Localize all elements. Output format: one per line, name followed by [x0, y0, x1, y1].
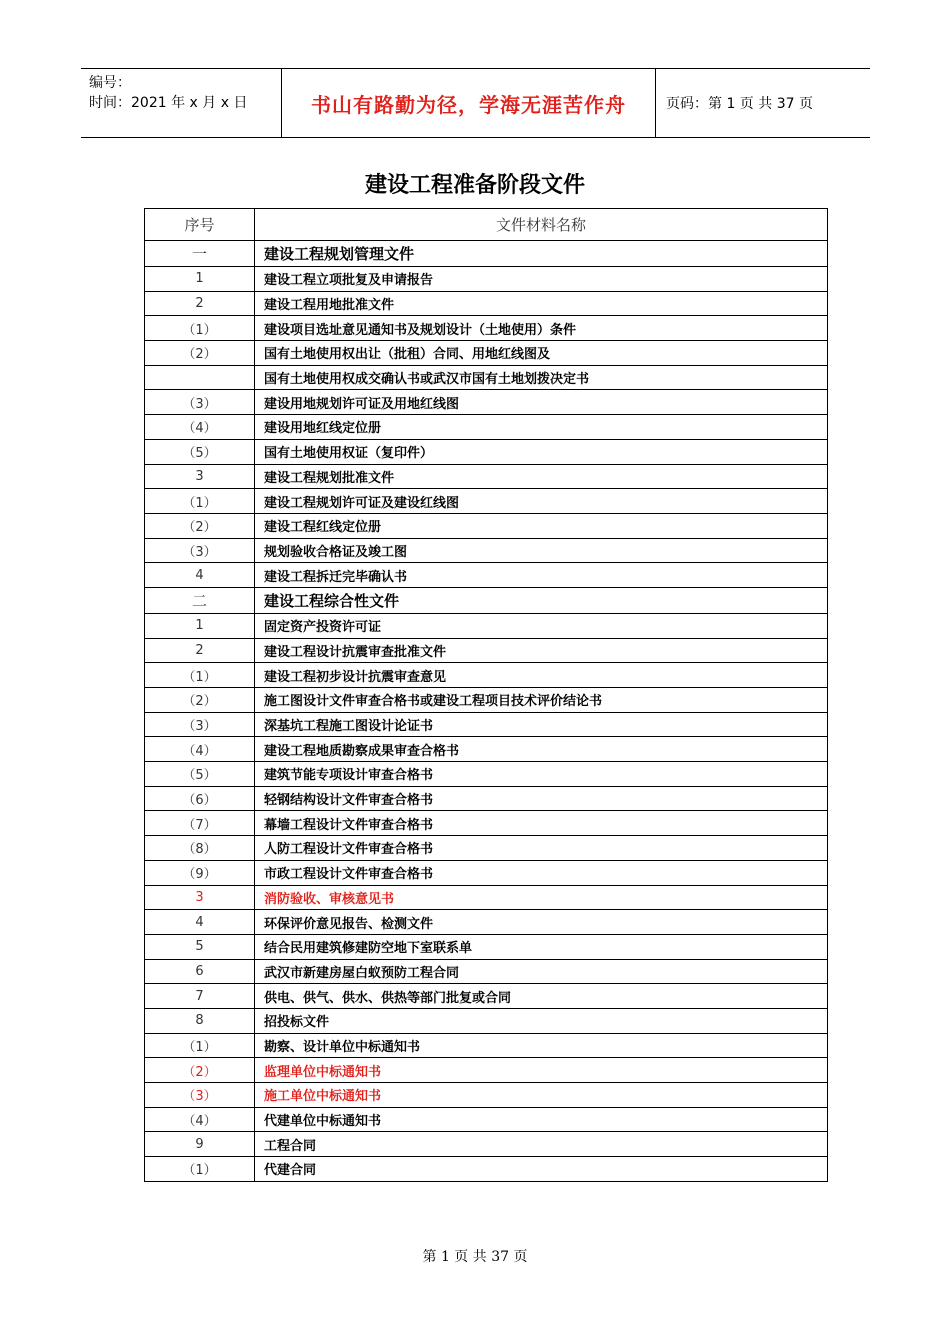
row-number: （1） [145, 663, 255, 688]
row-file-name: 环保评价意见报告、检测文件 [255, 910, 828, 935]
row-file-name: 深基坑工程施工图设计论证书 [255, 712, 828, 737]
row-number: 1 [145, 613, 255, 638]
table-row [145, 613, 828, 638]
table-row [145, 663, 828, 688]
row-file-name: 幕墙工程设计文件审查合格书 [255, 811, 828, 836]
row-file-name: 建设工程用地批准文件 [255, 291, 828, 316]
row-file-name: 工程合同 [255, 1132, 828, 1157]
table-row [145, 1132, 828, 1157]
row-number: （1） [145, 489, 255, 514]
row-file-name: 建设工程地质勘察成果审查合格书 [255, 737, 828, 762]
header-meta [81, 69, 281, 137]
row-file-name: 建设用地规划许可证及用地红线图 [255, 390, 828, 415]
table-row [145, 365, 828, 390]
row-number: （3） [145, 712, 255, 737]
row-file-name: 消防验收、审核意见书 [255, 885, 828, 910]
row-number: 二 [145, 587, 255, 613]
table-row [145, 1058, 828, 1083]
row-file-name: 监理单位中标通知书 [255, 1058, 828, 1083]
row-number: （2） [145, 1058, 255, 1083]
file-table [144, 208, 828, 1182]
row-file-name: 国有土地使用权成交确认书或武汉市国有土地划拨决定书 [255, 365, 828, 390]
header-page-info: 页码：第 1 页 共 37 页 [666, 96, 813, 112]
row-file-name: 勘察、设计单位中标通知书 [255, 1033, 828, 1058]
row-file-name: 施工单位中标通知书 [255, 1083, 828, 1108]
table-row [145, 1083, 828, 1108]
row-file-name: 轻钢结构设计文件审查合格书 [255, 786, 828, 811]
row-number: 9 [145, 1132, 255, 1157]
row-file-name: 建设工程拆迁完毕确认书 [255, 563, 828, 588]
table-row [145, 415, 828, 440]
row-file-name: 施工图设计文件审查合格书或建设工程项目技术评价结论书 [255, 688, 828, 713]
row-number: 7 [145, 984, 255, 1009]
table-row [145, 291, 828, 316]
table-row [145, 241, 828, 267]
table-row [145, 1008, 828, 1033]
row-file-name: 国有土地使用权证（复印件） [255, 439, 828, 464]
row-number: （4） [145, 1107, 255, 1132]
page-header [81, 68, 870, 138]
row-file-name: 建设用地红线定位册 [255, 415, 828, 440]
table-row [145, 513, 828, 538]
row-number: 4 [145, 563, 255, 588]
table-row [145, 688, 828, 713]
row-file-name: 市政工程设计文件审查合格书 [255, 860, 828, 885]
table-row [145, 885, 828, 910]
row-number: 2 [145, 638, 255, 663]
number-label: 编号： [89, 75, 131, 91]
row-number: 3 [145, 885, 255, 910]
table-row [145, 587, 828, 613]
table-row [145, 836, 828, 861]
table-row [145, 762, 828, 787]
row-file-name: 建设工程规划批准文件 [255, 464, 828, 489]
table-header-row [145, 209, 828, 241]
row-file-name: 建设工程规划管理文件 [255, 241, 828, 267]
table-row [145, 811, 828, 836]
row-number: （5） [145, 762, 255, 787]
table-row [145, 341, 828, 366]
row-number: 8 [145, 1008, 255, 1033]
row-file-name: 建设工程规划许可证及建设红线图 [255, 489, 828, 514]
row-number: 1 [145, 267, 255, 292]
row-file-name: 建设工程红线定位册 [255, 513, 828, 538]
row-number: 5 [145, 934, 255, 959]
table-row [145, 786, 828, 811]
row-number: （8） [145, 836, 255, 861]
time-label: 时间：2021 年 x 月 x 日 [89, 95, 248, 111]
row-number: 6 [145, 959, 255, 984]
row-number: 3 [145, 464, 255, 489]
row-file-name: 建设工程综合性文件 [255, 587, 828, 613]
table-row [145, 638, 828, 663]
table-row [145, 910, 828, 935]
row-file-name: 建设工程设计抗震审查批准文件 [255, 638, 828, 663]
table-row [145, 489, 828, 514]
table-row [145, 439, 828, 464]
table-row [145, 737, 828, 762]
row-number: （1） [145, 1033, 255, 1058]
row-number: （3） [145, 538, 255, 563]
row-number: （3） [145, 390, 255, 415]
row-number: （2） [145, 513, 255, 538]
row-number: （9） [145, 860, 255, 885]
row-file-name: 建设工程初步设计抗震审查意见 [255, 663, 828, 688]
row-file-name: 规划验收合格证及竣工图 [255, 538, 828, 563]
header-no: 序号 [145, 209, 255, 241]
table-row [145, 860, 828, 885]
table-row [145, 1107, 828, 1132]
table-row [145, 464, 828, 489]
row-number: （3） [145, 1083, 255, 1108]
table-row [145, 984, 828, 1009]
row-number: （1） [145, 1157, 255, 1182]
row-number: （4） [145, 737, 255, 762]
row-file-name: 建筑节能专项设计审查合格书 [255, 762, 828, 787]
table-row [145, 563, 828, 588]
header-name: 文件材料名称 [255, 209, 828, 241]
table-row [145, 390, 828, 415]
table-row [145, 1033, 828, 1058]
row-file-name: 招投标文件 [255, 1008, 828, 1033]
row-file-name: 建设项目选址意见通知书及规划设计（土地使用）条件 [255, 316, 828, 341]
row-number: （2） [145, 341, 255, 366]
row-number: （1） [145, 316, 255, 341]
row-file-name: 人防工程设计文件审查合格书 [255, 836, 828, 861]
row-file-name: 武汉市新建房屋白蚁预防工程合同 [255, 959, 828, 984]
row-number: （4） [145, 415, 255, 440]
table-row [145, 1157, 828, 1182]
page-footer: 第 1 页 共 37 页 [422, 1249, 528, 1265]
row-file-name: 供电、供气、供水、供热等部门批复或合同 [255, 984, 828, 1009]
row-number: 4 [145, 910, 255, 935]
row-file-name: 代建合同 [255, 1157, 828, 1182]
row-number [145, 365, 255, 390]
document-title: 建设工程准备阶段文件 [364, 172, 585, 198]
row-number: 2 [145, 291, 255, 316]
row-number: （7） [145, 811, 255, 836]
header-motto: 书山有路勤为径，学海无涯苦作舟 [281, 69, 656, 137]
row-file-name: 国有土地使用权出让（批租）合同、用地红线图及 [255, 341, 828, 366]
row-number: 一 [145, 241, 255, 267]
table-row [145, 316, 828, 341]
row-file-name: 建设工程立项批复及申请报告 [255, 267, 828, 292]
table-row [145, 267, 828, 292]
row-number: （5） [145, 439, 255, 464]
table-row [145, 712, 828, 737]
table-row [145, 538, 828, 563]
table-body [145, 241, 828, 1182]
table-row [145, 934, 828, 959]
row-file-name: 固定资产投资许可证 [255, 613, 828, 638]
row-number: （2） [145, 688, 255, 713]
row-file-name: 结合民用建筑修建防空地下室联系单 [255, 934, 828, 959]
row-file-name: 代建单位中标通知书 [255, 1107, 828, 1132]
row-number: （6） [145, 786, 255, 811]
table-row [145, 959, 828, 984]
